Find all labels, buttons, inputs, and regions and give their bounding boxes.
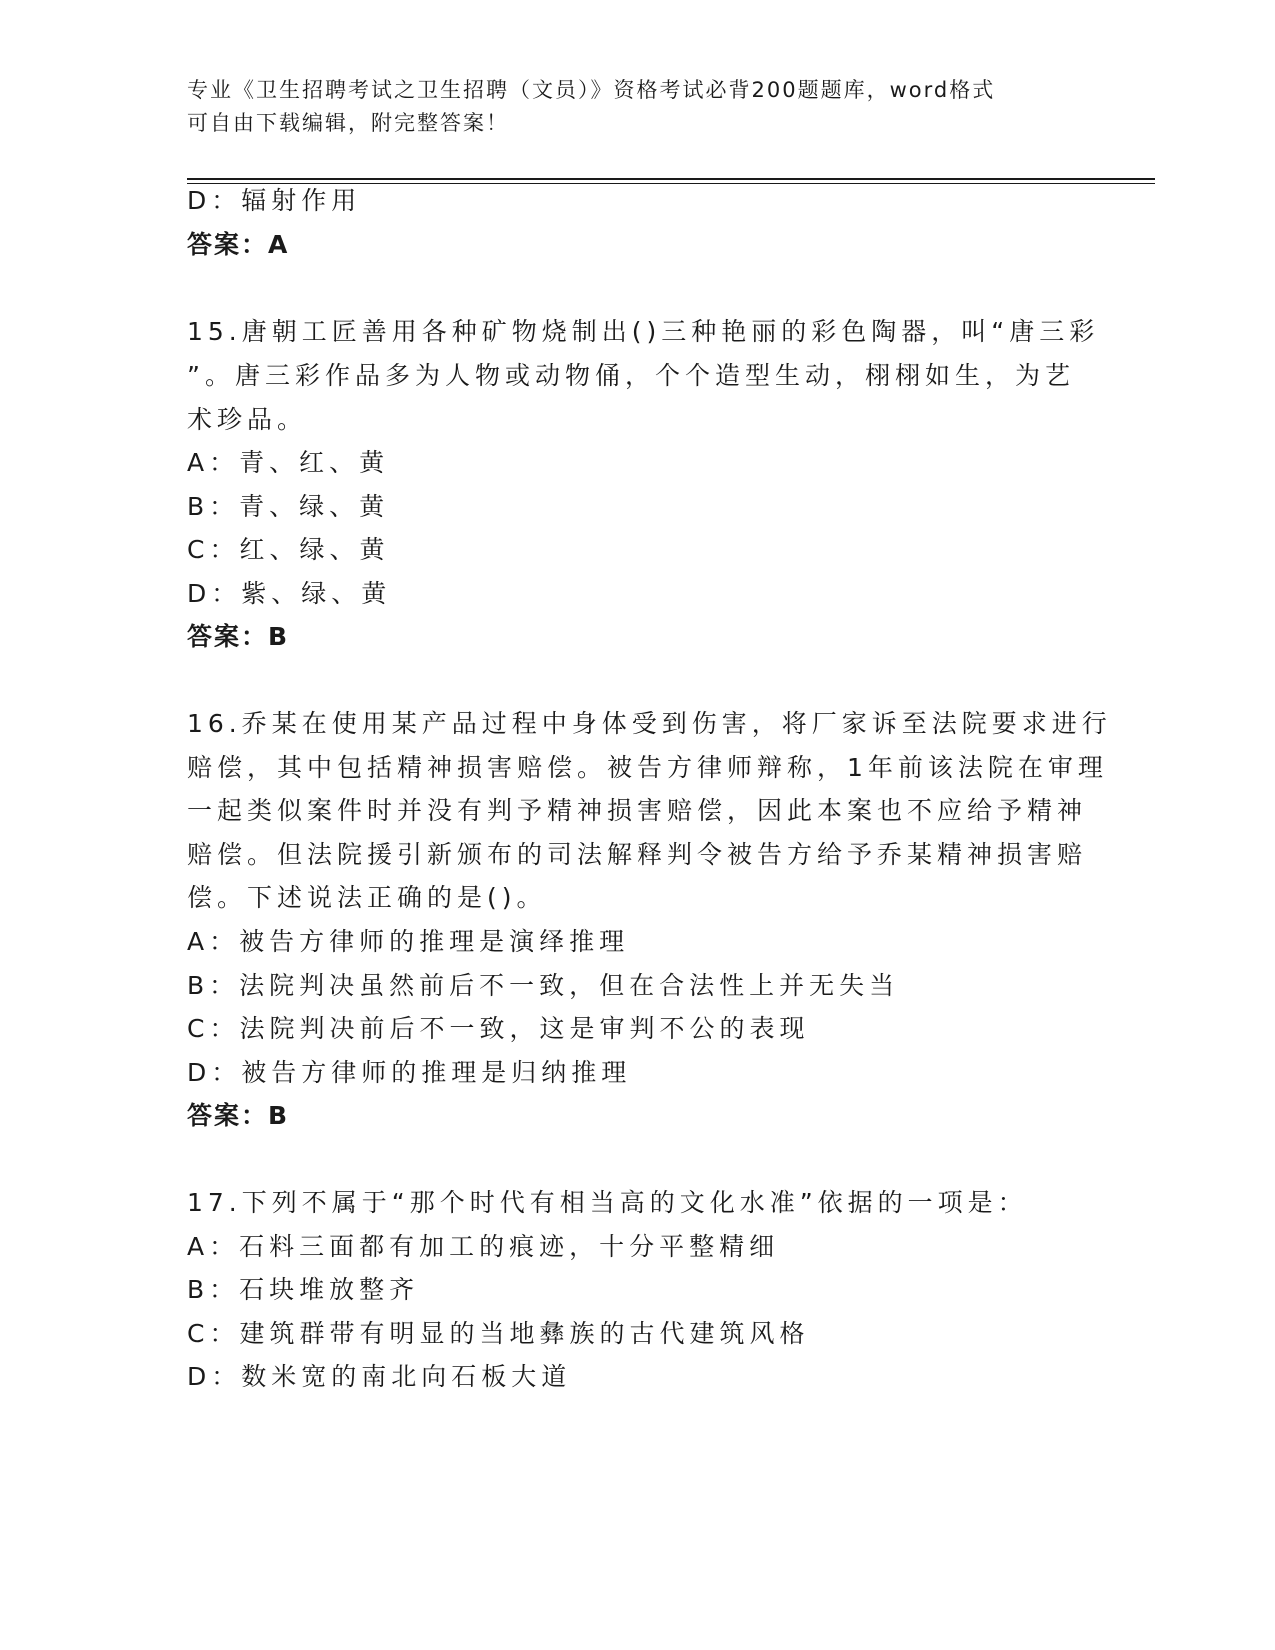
q15-stem-line-3: 术珍品。 [187,405,308,434]
q15-option-d: D：紫、绿、黄 [187,579,392,608]
header-divider-thick [187,178,1155,180]
prev-option-d: D：辐射作用 [187,186,362,215]
q16-stem-line-5: 偿。下述说法正确的是()。 [187,883,547,912]
q16-option-d: D：被告方律师的推理是归纳推理 [187,1058,632,1087]
q16-option-b: B：法院判决虽然前后不一致，但在合法性上并无失当 [187,971,900,1000]
q16-stem-line-2: 赔偿，其中包括精神损害赔偿。被告方律师辩称，1年前该法院在审理 [187,753,1108,782]
q16-stem-line-3: 一起类似案件时并没有判予精神损害赔偿，因此本案也不应给予精神 [187,796,1088,825]
q16-answer: 答案：B [187,1101,290,1130]
q16-option-c: C：法院判决前后不一致，这是审判不公的表现 [187,1014,810,1043]
q17-option-d: D：数米宽的南北向石板大道 [187,1362,572,1391]
q16-option-a: A：被告方律师的推理是演绎推理 [187,927,630,956]
q17-stem-line-1: 17.下列不属于“那个时代有相当高的文化水准”依据的一项是： [187,1188,1028,1217]
q15-stem-line-2: ”。唐三彩作品多为人物或动物俑，个个造型生动，栩栩如生，为艺 [187,361,1075,390]
q16-stem-line-4: 赔偿。但法院援引新颁布的司法解释判令被告方给予乔某精神损害赔 [187,840,1088,869]
document-header [187,74,1067,140]
q15-answer: 答案：B [187,622,290,651]
q15-option-c: C：红、绿、黄 [187,535,390,564]
prev-answer: 答案：A [187,230,290,259]
q17-option-a: A：石料三面都有加工的痕迹，十分平整精细 [187,1232,780,1261]
header-title-line-2: 可自由下载编辑，附完整答案！ [187,111,509,135]
q16-stem-line-1: 16.乔某在使用某产品过程中身体受到伤害，将厂家诉至法院要求进行 [187,709,1112,738]
header-title-line-1: 专业《卫生招聘考试之卫生招聘（文员）》资格考试必背200题题库，word格式 [187,78,996,102]
q15-option-b: B：青、绿、黄 [187,492,390,521]
q17-option-b: B：石块堆放整齐 [187,1275,420,1304]
q15-option-a: A：青、红、黄 [187,448,390,477]
q17-option-c: C：建筑群带有明显的当地彝族的古代建筑风格 [187,1319,810,1348]
q15-stem-line-1: 15.唐朝工匠善用各种矿物烧制出()三种艳丽的彩色陶器，叫“唐三彩 [187,317,1100,346]
